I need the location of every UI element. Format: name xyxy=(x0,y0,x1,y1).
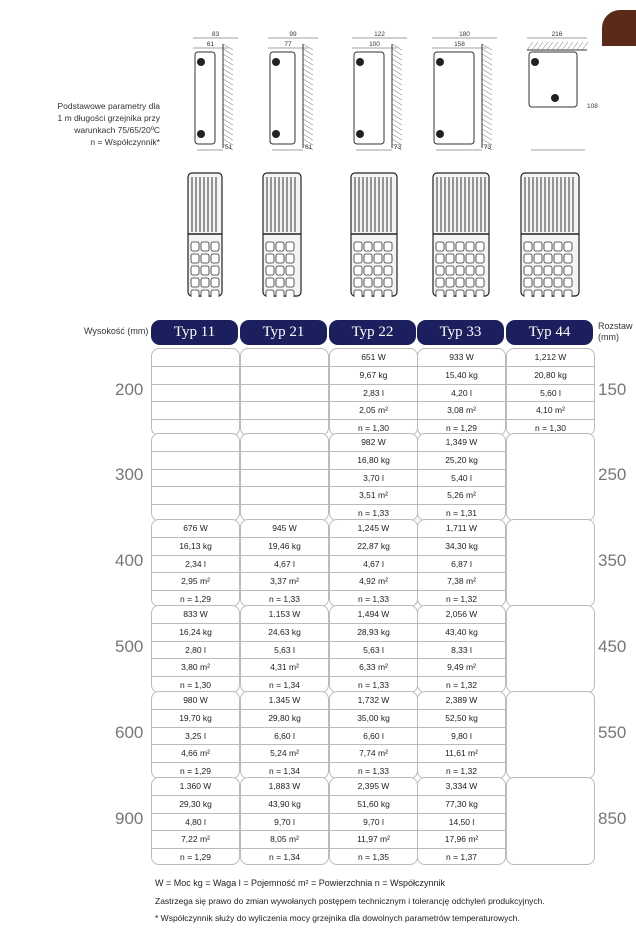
dim-label-mid: 61 xyxy=(206,41,215,48)
parameter-cell: n = 1,33 xyxy=(269,594,300,605)
parameter-block xyxy=(417,777,506,865)
spacing-value: 850 xyxy=(598,809,627,828)
parameter-cell: 5,26 m² xyxy=(418,487,505,505)
dim-label-bottom: 61 xyxy=(305,144,313,151)
parameter-cell: 19,70 kg xyxy=(152,710,239,728)
parameter-cell: 11,97 m² xyxy=(330,831,417,849)
parameter-cell: n = 1,30 xyxy=(358,423,389,434)
parameter-cell: 3,80 m² xyxy=(152,659,239,677)
parameter-block xyxy=(417,605,506,693)
parameter-cell: 1,883 W xyxy=(241,778,328,796)
intro-text xyxy=(40,100,160,148)
parameter-block xyxy=(506,348,595,436)
dim-label-top: 99 xyxy=(289,31,297,38)
parameter-block xyxy=(329,691,418,779)
parameter-cell: 1,732 W xyxy=(330,692,417,710)
parameter-cell: 8,05 m² xyxy=(241,831,328,849)
parameter-cell: 9,70 l xyxy=(330,814,417,832)
parameter-cell xyxy=(241,452,328,470)
parameter-cell: 9,80 l xyxy=(418,728,505,746)
parameter-cell: 9,67 kg xyxy=(330,367,417,385)
dim-label-bottom: 51 xyxy=(225,144,233,151)
parameter-cell: 25,20 kg xyxy=(418,452,505,470)
parameter-cell xyxy=(152,385,239,403)
parameter-cell: 5,60 l xyxy=(507,385,594,403)
parameter-cell: 5,24 m² xyxy=(241,745,328,763)
parameter-cell: 15,40 kg xyxy=(418,367,505,385)
parameter-cell: 19,46 kg xyxy=(241,538,328,556)
parameter-block xyxy=(151,691,240,779)
radiator-profile-drawing xyxy=(187,172,223,297)
parameter-cell: 52,50 kg xyxy=(418,710,505,728)
parameter-cell: 6,60 l xyxy=(330,728,417,746)
parameter-cell: 43,90 kg xyxy=(241,796,328,814)
type-header-typ-44: Typ 44 xyxy=(506,320,593,345)
parameter-cell: n = 1,32 xyxy=(446,766,477,777)
parameter-cell: 22,87 kg xyxy=(330,538,417,556)
parameter-cell: n = 1,35 xyxy=(358,852,389,863)
parameter-block xyxy=(329,605,418,693)
intro-line: Podstawowe parametry dla xyxy=(57,101,160,111)
parameter-cell: 29,30 kg xyxy=(152,796,239,814)
parameter-cell xyxy=(152,434,239,452)
dim-label-bottom: 73 xyxy=(484,144,492,151)
dim-label-top: 180 xyxy=(459,31,470,38)
parameter-cell: 4,20 l xyxy=(418,385,505,403)
parameter-cell: 3,37 m² xyxy=(241,573,328,591)
parameter-cell: 1.345 W xyxy=(241,692,328,710)
type-header-typ-11: Typ 11 xyxy=(151,320,238,345)
parameter-cell: 2,34 l xyxy=(152,556,239,574)
parameter-block xyxy=(417,433,506,521)
parameter-cell: 5,63 l xyxy=(241,642,328,660)
parameter-cell xyxy=(241,385,328,403)
parameter-cell: 24,63 kg xyxy=(241,624,328,642)
parameter-cell: 676 W xyxy=(152,520,239,538)
parameter-cell: n = 1,29 xyxy=(446,423,477,434)
type-header-typ-21: Typ 21 xyxy=(240,320,327,345)
parameter-cell xyxy=(152,470,239,488)
parameter-cell: 4,10 m² xyxy=(507,402,594,420)
parameter-cell: 4,31 m² xyxy=(241,659,328,677)
spacing-value: 350 xyxy=(598,551,627,570)
parameter-cell: n = 1,32 xyxy=(446,680,477,691)
parameter-cell: 1.153 W xyxy=(241,606,328,624)
parameter-cell: n = 1,37 xyxy=(446,852,477,863)
dim-label-bottom: 108 xyxy=(587,103,598,110)
legend-text: W = Moc kg = Waga l = Pojemność m² = Powierzchnia n = Współczynnik xyxy=(155,878,446,888)
spacing-column-header xyxy=(598,321,633,343)
parameter-block xyxy=(417,691,506,779)
parameter-cell: 651 W xyxy=(330,349,417,367)
parameter-cell: 4,67 l xyxy=(330,556,417,574)
type-header-typ-33: Typ 33 xyxy=(417,320,504,345)
parameter-cell: 3,51 m² xyxy=(330,487,417,505)
parameter-cell: n = 1,33 xyxy=(358,680,389,691)
parameter-cell: 7,38 m² xyxy=(418,573,505,591)
parameter-block xyxy=(240,777,329,865)
parameter-cell: n = 1,33 xyxy=(358,508,389,519)
dim-label-mid: 100 xyxy=(369,41,380,48)
parameter-cell: 4,66 m² xyxy=(152,745,239,763)
parameter-cell: 1,711 W xyxy=(418,520,505,538)
parameter-cell: n = 1,33 xyxy=(358,766,389,777)
parameter-cell: 2,95 m² xyxy=(152,573,239,591)
radiator-dimension-diagram xyxy=(432,30,532,160)
parameter-cell: 980 W xyxy=(152,692,239,710)
type-header-typ-22: Typ 22 xyxy=(329,320,416,345)
parameter-cell: 35,00 kg xyxy=(330,710,417,728)
parameter-cell: n = 1,34 xyxy=(269,852,300,863)
parameter-cell: 4,67 l xyxy=(241,556,328,574)
parameter-cell: n = 1,34 xyxy=(269,680,300,691)
height-value: 200 xyxy=(115,380,144,399)
parameter-block xyxy=(151,433,240,521)
parameter-cell: n = 1,29 xyxy=(180,594,211,605)
parameter-cell: n = 1,34 xyxy=(269,766,300,777)
coefficient-note: * Współczynnik służy do wyliczenia mocy grzejnika dla dowolnych parametrów temperaturowych. xyxy=(155,913,520,923)
parameter-block xyxy=(240,691,329,779)
parameter-block xyxy=(151,605,240,693)
dim-label-mid: 77 xyxy=(284,41,292,48)
parameter-cell: 2,056 W xyxy=(418,606,505,624)
parameter-cell: 2,395 W xyxy=(330,778,417,796)
intro-line: n = Współczynnik* xyxy=(90,137,160,147)
parameter-cell: 933 W xyxy=(418,349,505,367)
dim-label-top: 122 xyxy=(374,31,385,38)
parameter-cell: 2,389 W xyxy=(418,692,505,710)
parameter-cell xyxy=(241,470,328,488)
parameter-cell: 4,92 m² xyxy=(330,573,417,591)
spacing-value: 250 xyxy=(598,465,627,484)
radiator-profile-drawing xyxy=(520,172,580,297)
parameter-cell: 6,87 l xyxy=(418,556,505,574)
parameter-block xyxy=(151,519,240,607)
parameter-cell: 17,96 m² xyxy=(418,831,505,849)
spacing-value: 550 xyxy=(598,723,627,742)
parameter-cell: 1,349 W xyxy=(418,434,505,452)
dim-label-mid: 158 xyxy=(454,41,465,48)
parameter-block xyxy=(240,519,329,607)
parameter-cell: 3,25 l xyxy=(152,728,239,746)
intro-line: warunkach 75/65/20ºC xyxy=(74,125,160,135)
radiator-profile-drawing xyxy=(262,172,302,297)
parameter-cell: 9,70 l xyxy=(241,814,328,832)
parameter-cell: n = 1,29 xyxy=(180,852,211,863)
parameter-cell xyxy=(241,367,328,385)
height-value: 600 xyxy=(115,723,144,742)
dim-label-bottom: 73 xyxy=(394,144,402,151)
parameter-cell: 16,24 kg xyxy=(152,624,239,642)
parameter-cell: 4,80 l xyxy=(152,814,239,832)
radiator-dimension-diagram xyxy=(193,30,273,160)
height-value: 500 xyxy=(115,637,144,656)
parameter-block xyxy=(151,777,240,865)
parameter-cell: 11,61 m² xyxy=(418,745,505,763)
parameter-cell: 14,50 l xyxy=(418,814,505,832)
parameter-cell: 43,40 kg xyxy=(418,624,505,642)
radiator-dimension-diagram xyxy=(268,30,353,160)
parameter-cell xyxy=(152,452,239,470)
parameter-cell: 2,83 l xyxy=(330,385,417,403)
parameter-block xyxy=(506,605,595,693)
parameter-cell: 20,80 kg xyxy=(507,367,594,385)
spacing-header-line: Rozstaw xyxy=(598,321,633,331)
parameter-block xyxy=(329,519,418,607)
radiator-dimension-diagram xyxy=(352,30,442,160)
parameter-cell: 1,245 W xyxy=(330,520,417,538)
parameter-cell: 3,08 m² xyxy=(418,402,505,420)
parameter-block xyxy=(240,605,329,693)
height-value: 900 xyxy=(115,809,144,828)
parameter-block xyxy=(417,348,506,436)
parameter-cell: 7,22 m² xyxy=(152,831,239,849)
parameter-cell: 16,13 kg xyxy=(152,538,239,556)
parameter-cell: 77,30 kg xyxy=(418,796,505,814)
parameter-cell: 51,60 kg xyxy=(330,796,417,814)
parameter-cell: 9,49 m² xyxy=(418,659,505,677)
parameter-block xyxy=(506,691,595,779)
parameter-block xyxy=(329,777,418,865)
parameter-cell: 3,70 l xyxy=(330,470,417,488)
parameter-cell: 1.360 W xyxy=(152,778,239,796)
parameter-cell: 6,60 l xyxy=(241,728,328,746)
height-value: 300 xyxy=(115,465,144,484)
parameter-cell: 2,80 l xyxy=(152,642,239,660)
parameter-cell: 5,63 l xyxy=(330,642,417,660)
parameter-cell xyxy=(241,349,328,367)
parameter-cell xyxy=(152,349,239,367)
parameter-cell: n = 1,33 xyxy=(358,594,389,605)
height-value: 400 xyxy=(115,551,144,570)
parameter-block xyxy=(329,348,418,436)
parameter-cell: n = 1,30 xyxy=(180,680,211,691)
parameter-cell: 16,80 kg xyxy=(330,452,417,470)
radiator-dimension-diagram xyxy=(527,30,622,160)
parameter-cell: 2,05 m² xyxy=(330,402,417,420)
disclaimer-text: Zastrzega się prawo do zmian wywołanych postępem technicznym i tolerancję odchyleń produkcyjnych. xyxy=(155,896,545,906)
parameter-cell xyxy=(241,402,328,420)
parameter-block xyxy=(240,433,329,521)
parameter-cell: n = 1,32 xyxy=(446,594,477,605)
parameter-cell: 945 W xyxy=(241,520,328,538)
parameter-block xyxy=(506,777,595,865)
parameter-cell: 5,40 l xyxy=(418,470,505,488)
parameter-block xyxy=(506,433,595,521)
radiator-profile-drawing xyxy=(350,172,398,297)
parameter-cell: 1,212 W xyxy=(507,349,594,367)
parameter-block xyxy=(506,519,595,607)
parameter-cell: 982 W xyxy=(330,434,417,452)
parameter-cell: 7,74 m² xyxy=(330,745,417,763)
parameter-block xyxy=(329,433,418,521)
parameter-cell: n = 1,30 xyxy=(535,423,566,434)
spacing-value: 150 xyxy=(598,380,627,399)
parameter-cell: 8,33 l xyxy=(418,642,505,660)
parameter-cell: 29,80 kg xyxy=(241,710,328,728)
parameter-cell: 6,33 m² xyxy=(330,659,417,677)
parameter-block xyxy=(417,519,506,607)
parameter-cell xyxy=(241,487,328,505)
parameter-cell: n = 1,31 xyxy=(446,508,477,519)
parameter-cell: 3,334 W xyxy=(418,778,505,796)
parameter-cell xyxy=(152,402,239,420)
parameter-block xyxy=(240,348,329,436)
spacing-value: 450 xyxy=(598,637,627,656)
parameter-cell: 28,93 kg xyxy=(330,624,417,642)
height-column-header: Wysokość (mm) xyxy=(84,326,149,336)
radiator-profile-drawing xyxy=(432,172,490,297)
parameter-block xyxy=(151,348,240,436)
dim-label-top: 216 xyxy=(551,31,563,38)
parameter-cell xyxy=(241,434,328,452)
parameter-cell xyxy=(152,367,239,385)
intro-line: 1 m długości grzejnika przy xyxy=(57,113,160,123)
parameter-cell: n = 1,29 xyxy=(180,766,211,777)
parameter-cell: 34,30 kg xyxy=(418,538,505,556)
dim-label-top: 83 xyxy=(211,31,220,38)
parameter-cell xyxy=(152,487,239,505)
spacing-header-line: (mm) xyxy=(598,332,619,342)
parameter-cell: 833 W xyxy=(152,606,239,624)
parameter-cell: 1,494 W xyxy=(330,606,417,624)
